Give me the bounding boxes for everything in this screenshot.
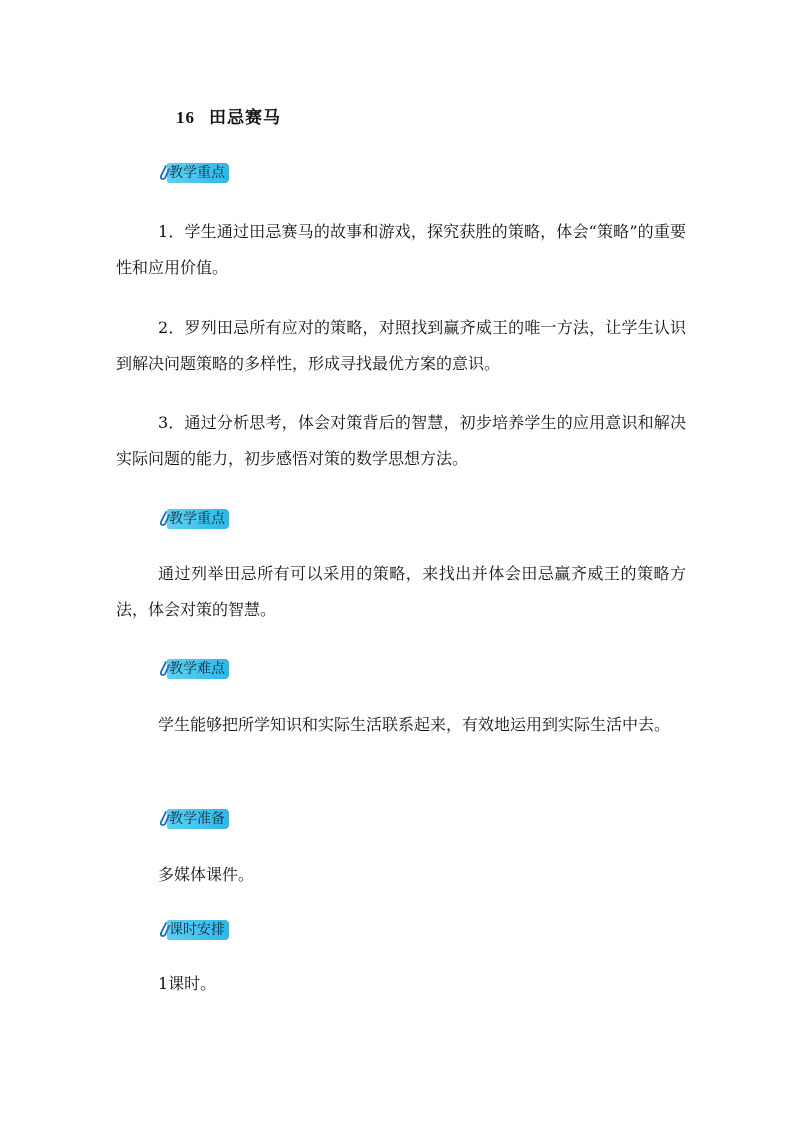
paperclip-icon — [157, 509, 171, 529]
paragraph: 2．罗列田忌所有应对的策略，对照找到赢齐威王的唯一方法，让学生认识到解决问题策略的多样性，形成寻找最优方案的意识。 — [116, 318, 686, 373]
paragraph: 3．通过分析思考，体会对策背后的智慧，初步培养学生的应用意识和解决实际问题的能力，初步感悟对策的数学思想方法。 — [116, 413, 686, 468]
paragraph: 1．学生通过田忌赛马的故事和游戏，探究获胜的策略，体会“策略”的重要性和应用价值。 — [116, 222, 686, 277]
section-tag-label: 教学重点 — [167, 509, 229, 529]
section-tag-key-points-2 — [157, 508, 229, 530]
section-tag-schedule — [157, 919, 229, 941]
section-tag-difficulties — [157, 658, 229, 680]
lesson-number: 16 — [176, 108, 195, 127]
paragraph: 学生能够把所学知识和实际生活联系起来，有效地运用到实际生活中去。 — [158, 715, 671, 734]
section-tag-label: 教学难点 — [167, 659, 229, 679]
section-tag-key-points-1 — [157, 162, 229, 184]
section-tag-label: 教学重点 — [167, 163, 229, 183]
paragraph: 通过列举田忌所有可以采用的策略，来找出并体会田忌赢齐威王的策略方法，体会对策的智慧。 — [116, 564, 686, 619]
paperclip-icon — [157, 920, 171, 940]
paperclip-icon — [157, 659, 171, 679]
section-tag-label: 课时安排 — [167, 920, 229, 940]
paperclip-icon — [157, 163, 171, 183]
lesson-title — [176, 103, 281, 128]
paragraph: 多媒体课件。 — [158, 865, 255, 884]
paragraph: 1课时。 — [158, 974, 217, 993]
paperclip-icon — [157, 809, 171, 829]
section-tag-label: 教学准备 — [167, 809, 229, 829]
section-tag-preparation — [157, 808, 229, 830]
lesson-title-text: 田忌赛马 — [209, 108, 281, 128]
